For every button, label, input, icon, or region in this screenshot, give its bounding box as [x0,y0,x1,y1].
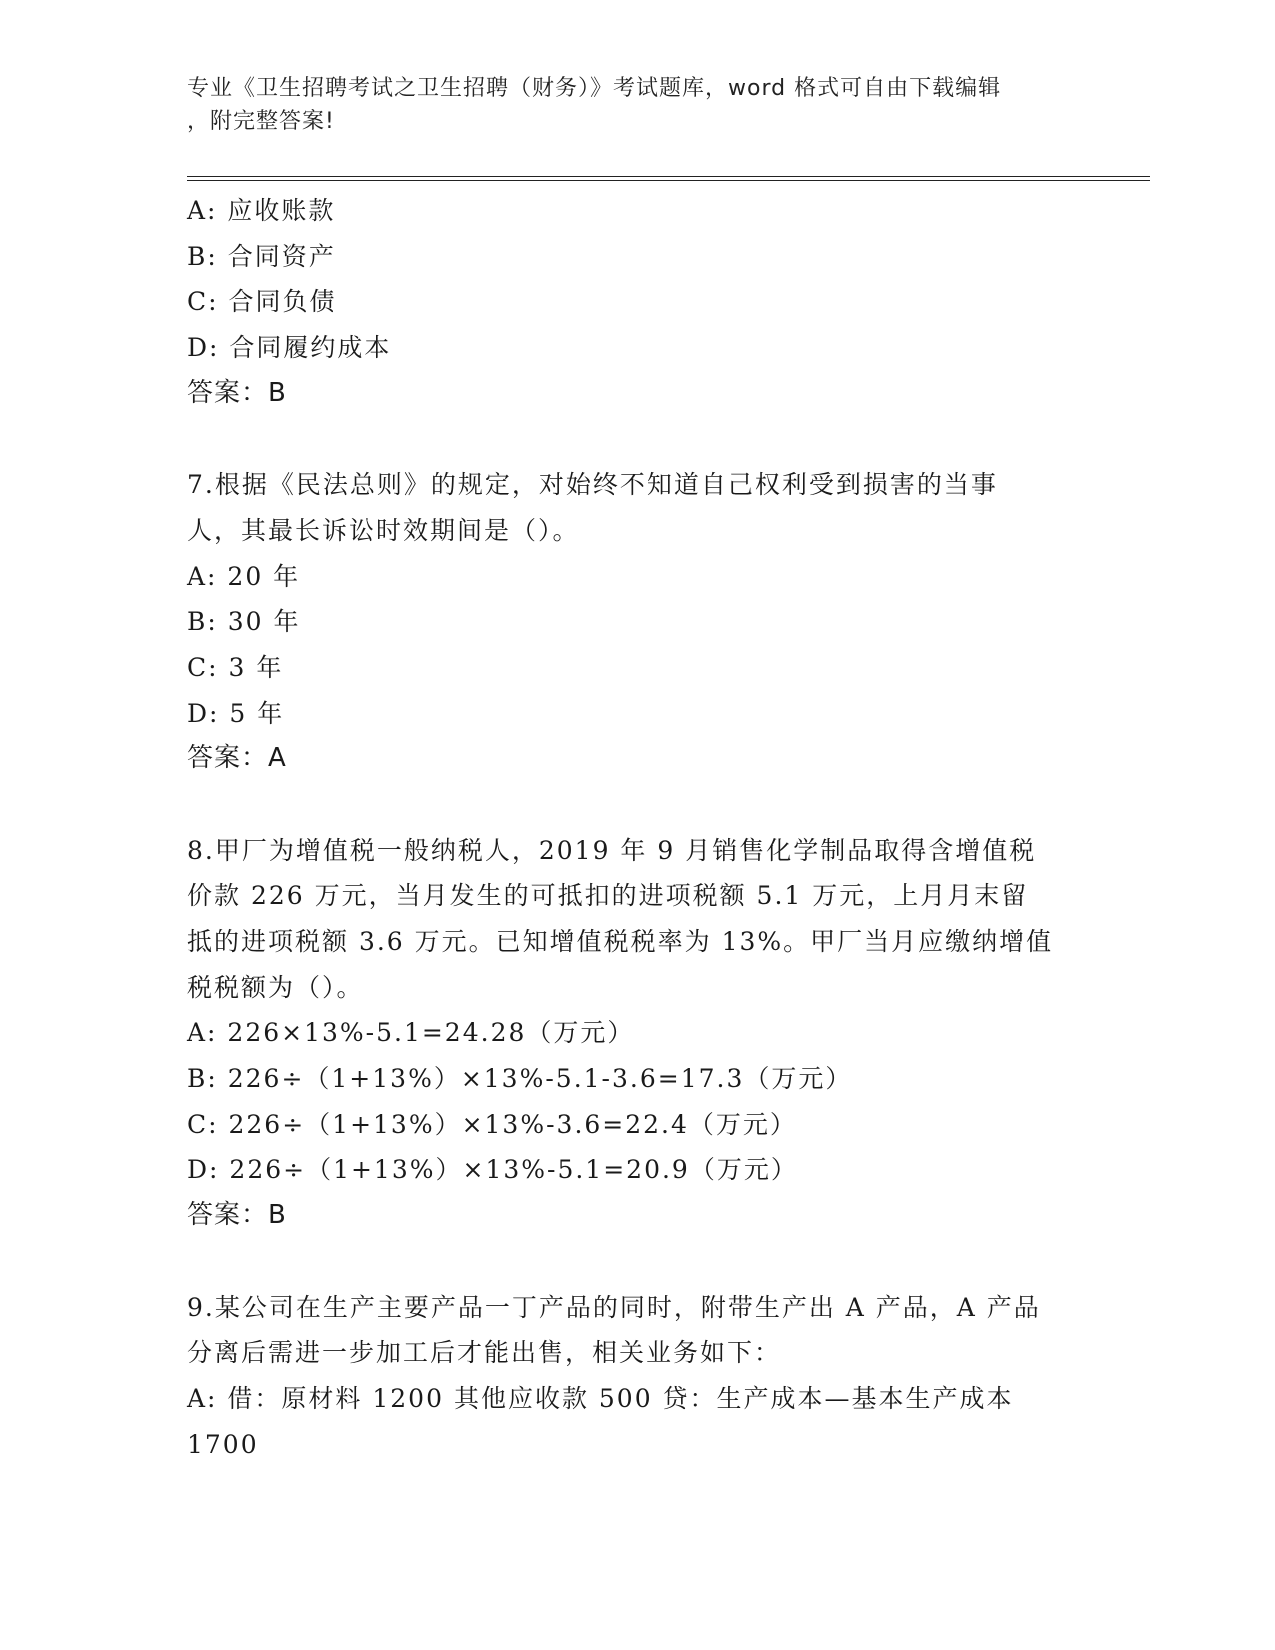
question-7 [187,462,1087,782]
option-d: D: 合同履约成本 [187,333,392,363]
page-header [187,72,1067,138]
question-text-line: 抵的进项税额 3.6 万元。已知增值税税率为 13%。甲厂当月应缴纳增值 [187,927,1054,956]
answer-line: 答案：B [187,1200,287,1231]
spacer [187,782,1087,828]
option-a: A: 226×13%-5.1=24.28（万元） [187,1018,635,1048]
answer-line: 答案：B [187,377,287,408]
header-divider [187,176,1150,181]
question-9 [187,1285,1087,1468]
question-6 [187,188,1087,416]
option-d: D: 5 年 [187,698,285,728]
option-b: B: 226÷（1+13%）×13%-5.1-3.6=17.3（万元） [187,1064,853,1094]
option-c: C: 合同负债 [187,287,337,317]
question-8 [187,828,1087,1239]
option-d: D: 226÷（1+13%）×13%-5.1=20.9（万元） [187,1155,798,1185]
question-list [187,188,1087,1467]
question-text-line: 9.某公司在生产主要产品一丁产品的同时，附带生产出 A 产品，A 产品 [187,1292,1041,1322]
answer-line: 答案：A [187,743,287,774]
header-line-1: 专业《卫生招聘考试之卫生招聘（财务）》考试题库，word 格式可自由下载编辑 [187,76,1002,101]
question-text-line: 人，其最长诉讼时效期间是（）。 [187,515,580,545]
question-text-line: 税税额为（）。 [187,972,364,1002]
option-a: A: 20 年 [187,561,301,591]
spacer [187,1239,1087,1285]
option-c: C: 3 年 [187,652,284,682]
option-a-continued: 1700 [187,1429,259,1459]
option-b: B: 合同资产 [187,241,336,271]
question-text-line: 7.根据《民法总则》的规定，对始终不知道自己权利受到损害的当事 [187,470,998,500]
spacer [187,416,1087,462]
question-text-line: 价款 226 万元，当月发生的可抵扣的进项税额 5.1 万元，上月月末留 [187,881,1029,911]
option-b: B: 30 年 [187,607,301,637]
option-c: C: 226÷（1+13%）×13%-3.6=22.4（万元） [187,1109,797,1139]
option-a: A: 应收账款 [187,196,336,225]
option-a: A: 借：原材料 1200 其他应收款 500 贷：生产成本—基本生产成本 [187,1383,1014,1413]
question-text-line: 分离后需进一步加工后才能出售，相关业务如下： [187,1338,782,1368]
question-text-line: 8.甲厂为增值税一般纳税人，2019 年 9 月销售化学制品取得含增值税 [187,835,1037,865]
header-line-2: ，附完整答案! [187,109,335,134]
